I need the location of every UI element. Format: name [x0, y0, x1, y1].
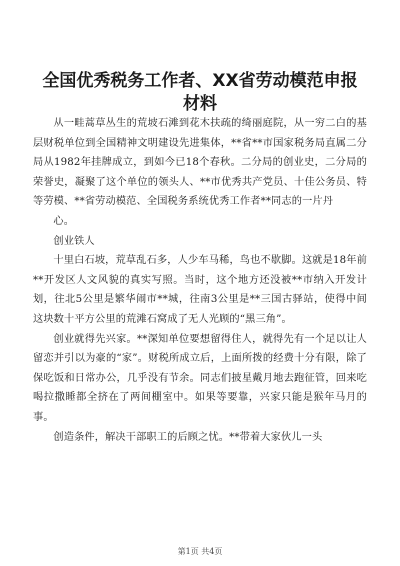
document-body: [33, 114, 367, 447]
paragraph-intro: 从一畦蒿草丛生的荒坡石滩到花木扶疏的绮丽庭院，从一穷二白的基层财税单位到全国精神文明建设先进集体，**省**市国家税务局直属二分局从1982年挂牌成立，到如今已18个春秋。二分局的创业史，二分局的荣誉史，凝聚了这个单位的领头人、**市优秀共产党员、十佳公务员、特等劳模、**省劳动模范、全国税务系统优秀工作者**同志的一片丹: [33, 118, 367, 208]
section-heading: 创业铁人: [53, 235, 95, 247]
paragraph-history: 十里白石坡，荒草乱石多，人少车马稀，鸟也不歇脚。这就是18年前**开发区人文风貌的真实写照。当时，这个地方还没被**市纳入开发计划，往北5公里是繁华闹市**城，往南3公里是**三国古驿站，使得中间这块数十平方公里的荒滩石窝成了无人光顾的“黑三角”。: [33, 255, 367, 325]
document-title: 全国优秀税务工作者、XX省劳动模范申报材料: [42, 71, 358, 114]
paragraph-home: 创业就得先兴家。**深知单位要想留得住人，就得先有一个足以让人留恋并引以为豪的“家”。财税所成立后，上面所拨的经费十分有限，除了保吃饭和日常办公，几乎没有节余。同志们披星戴月地去跑征管，回来吃喝拉撒睡都全挤在了两间棚室中。如果等要靠，兴家只能是猴年马月的事。: [33, 333, 367, 423]
paragraph-conditions: 创造条件，解决干部职工的后顾之忧。**带着大家伙儿一头: [53, 431, 323, 443]
page-footer: 第1页 共4页: [177, 547, 223, 556]
paragraph-intro-end: 心。: [53, 215, 75, 227]
